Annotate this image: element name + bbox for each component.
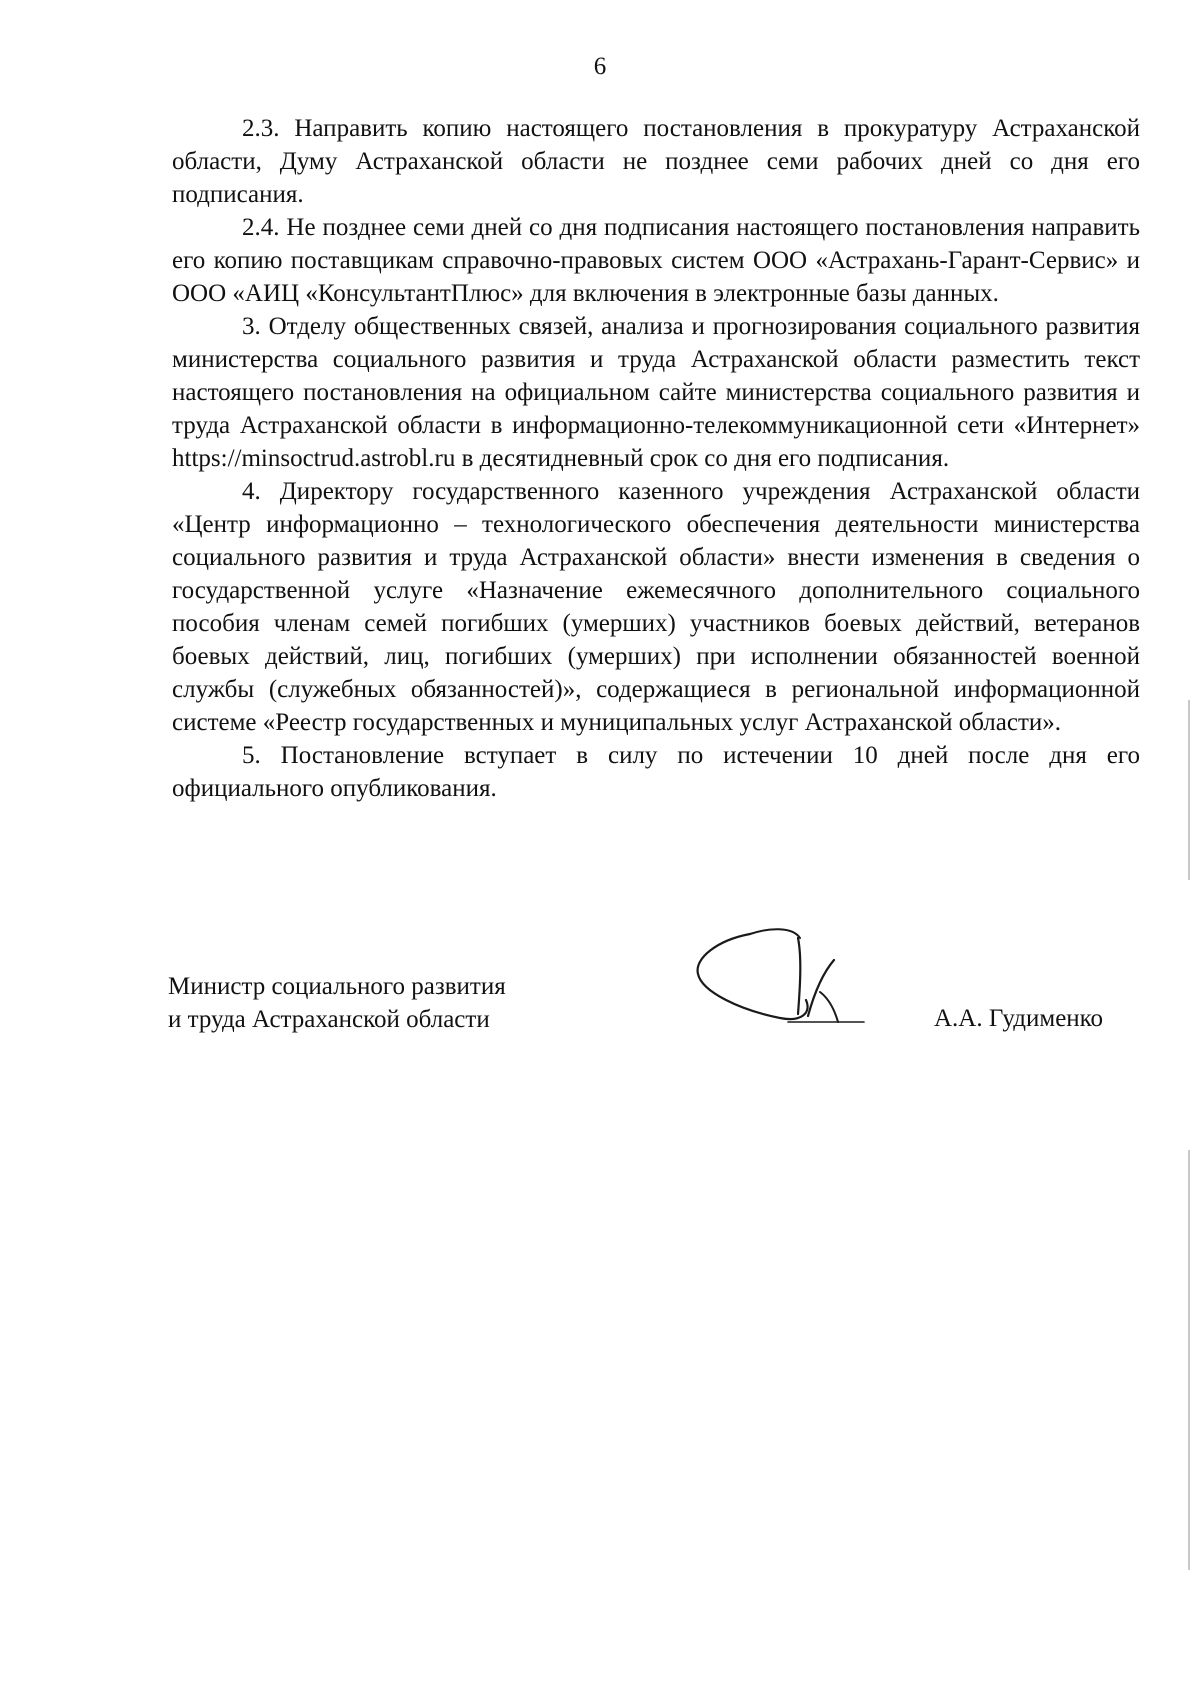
document-body xyxy=(172,112,1140,805)
page-number: 6 xyxy=(593,53,607,80)
handwritten-signature xyxy=(688,918,874,1028)
signatory-position-line-2: и труда Астраханской области xyxy=(168,1006,490,1033)
paragraph-3: 3. Отделу общественных связей, анализа и прогнозирования социального развития министерства социального развития и труда Астраханской области разместить текст настоящего постановления на официальном сайте министерства социального развития и труда Астраханской области в информационно-телекоммуникационной сети «Интернет» https://minsoctrud.astrobl.ru в десятидневный срок со дня его подписания. xyxy=(172,313,1140,472)
scan-edge-mark xyxy=(1188,700,1190,880)
signatory-position xyxy=(168,970,728,1036)
signatory-name: А.А. Гудименко xyxy=(934,1005,1104,1032)
paragraph-4: 4. Директору государственного казенного учреждения Астраханской области «Центр информационно – технологического обеспечения деятельности министерства социального развития и труда Астраханской области» внести изменения в сведения о государственной услуге «Назначение ежемесячного дополнительного социального пособия членам семей погибших (умерших) участников боевых действий, ветеранов боевых действий, лиц, погибших (умерших) при исполнении обязанностей военной службы (служебных обязанностей)», содержащиеся в региональной информационной системе «Реестр государственных и муниципальных услуг Астраханской области». xyxy=(172,478,1140,736)
paragraph-2-3: 2.3. Направить копию настоящего постановления в прокуратуру Астраханской области, Думу Астраханской области не позднее семи рабочих дней со дня его подписания. xyxy=(172,115,1140,208)
paragraph-5: 5. Постановление вступает в силу по истечении 10 дней после дня его официального опубликования. xyxy=(172,742,1140,802)
paragraph-2-4: 2.4. Не позднее семи дней со дня подписания настоящего постановления направить его копию поставщикам справочно-правовых систем ООО «Астрахань-Гарант-Сервис» и ООО «АИЦ «КонсультантПлюс» для включения в электронные базы данных. xyxy=(172,214,1140,307)
signatory-position-line-1: Министр социального развития xyxy=(168,973,506,1000)
scan-edge-mark xyxy=(1188,1150,1190,1570)
